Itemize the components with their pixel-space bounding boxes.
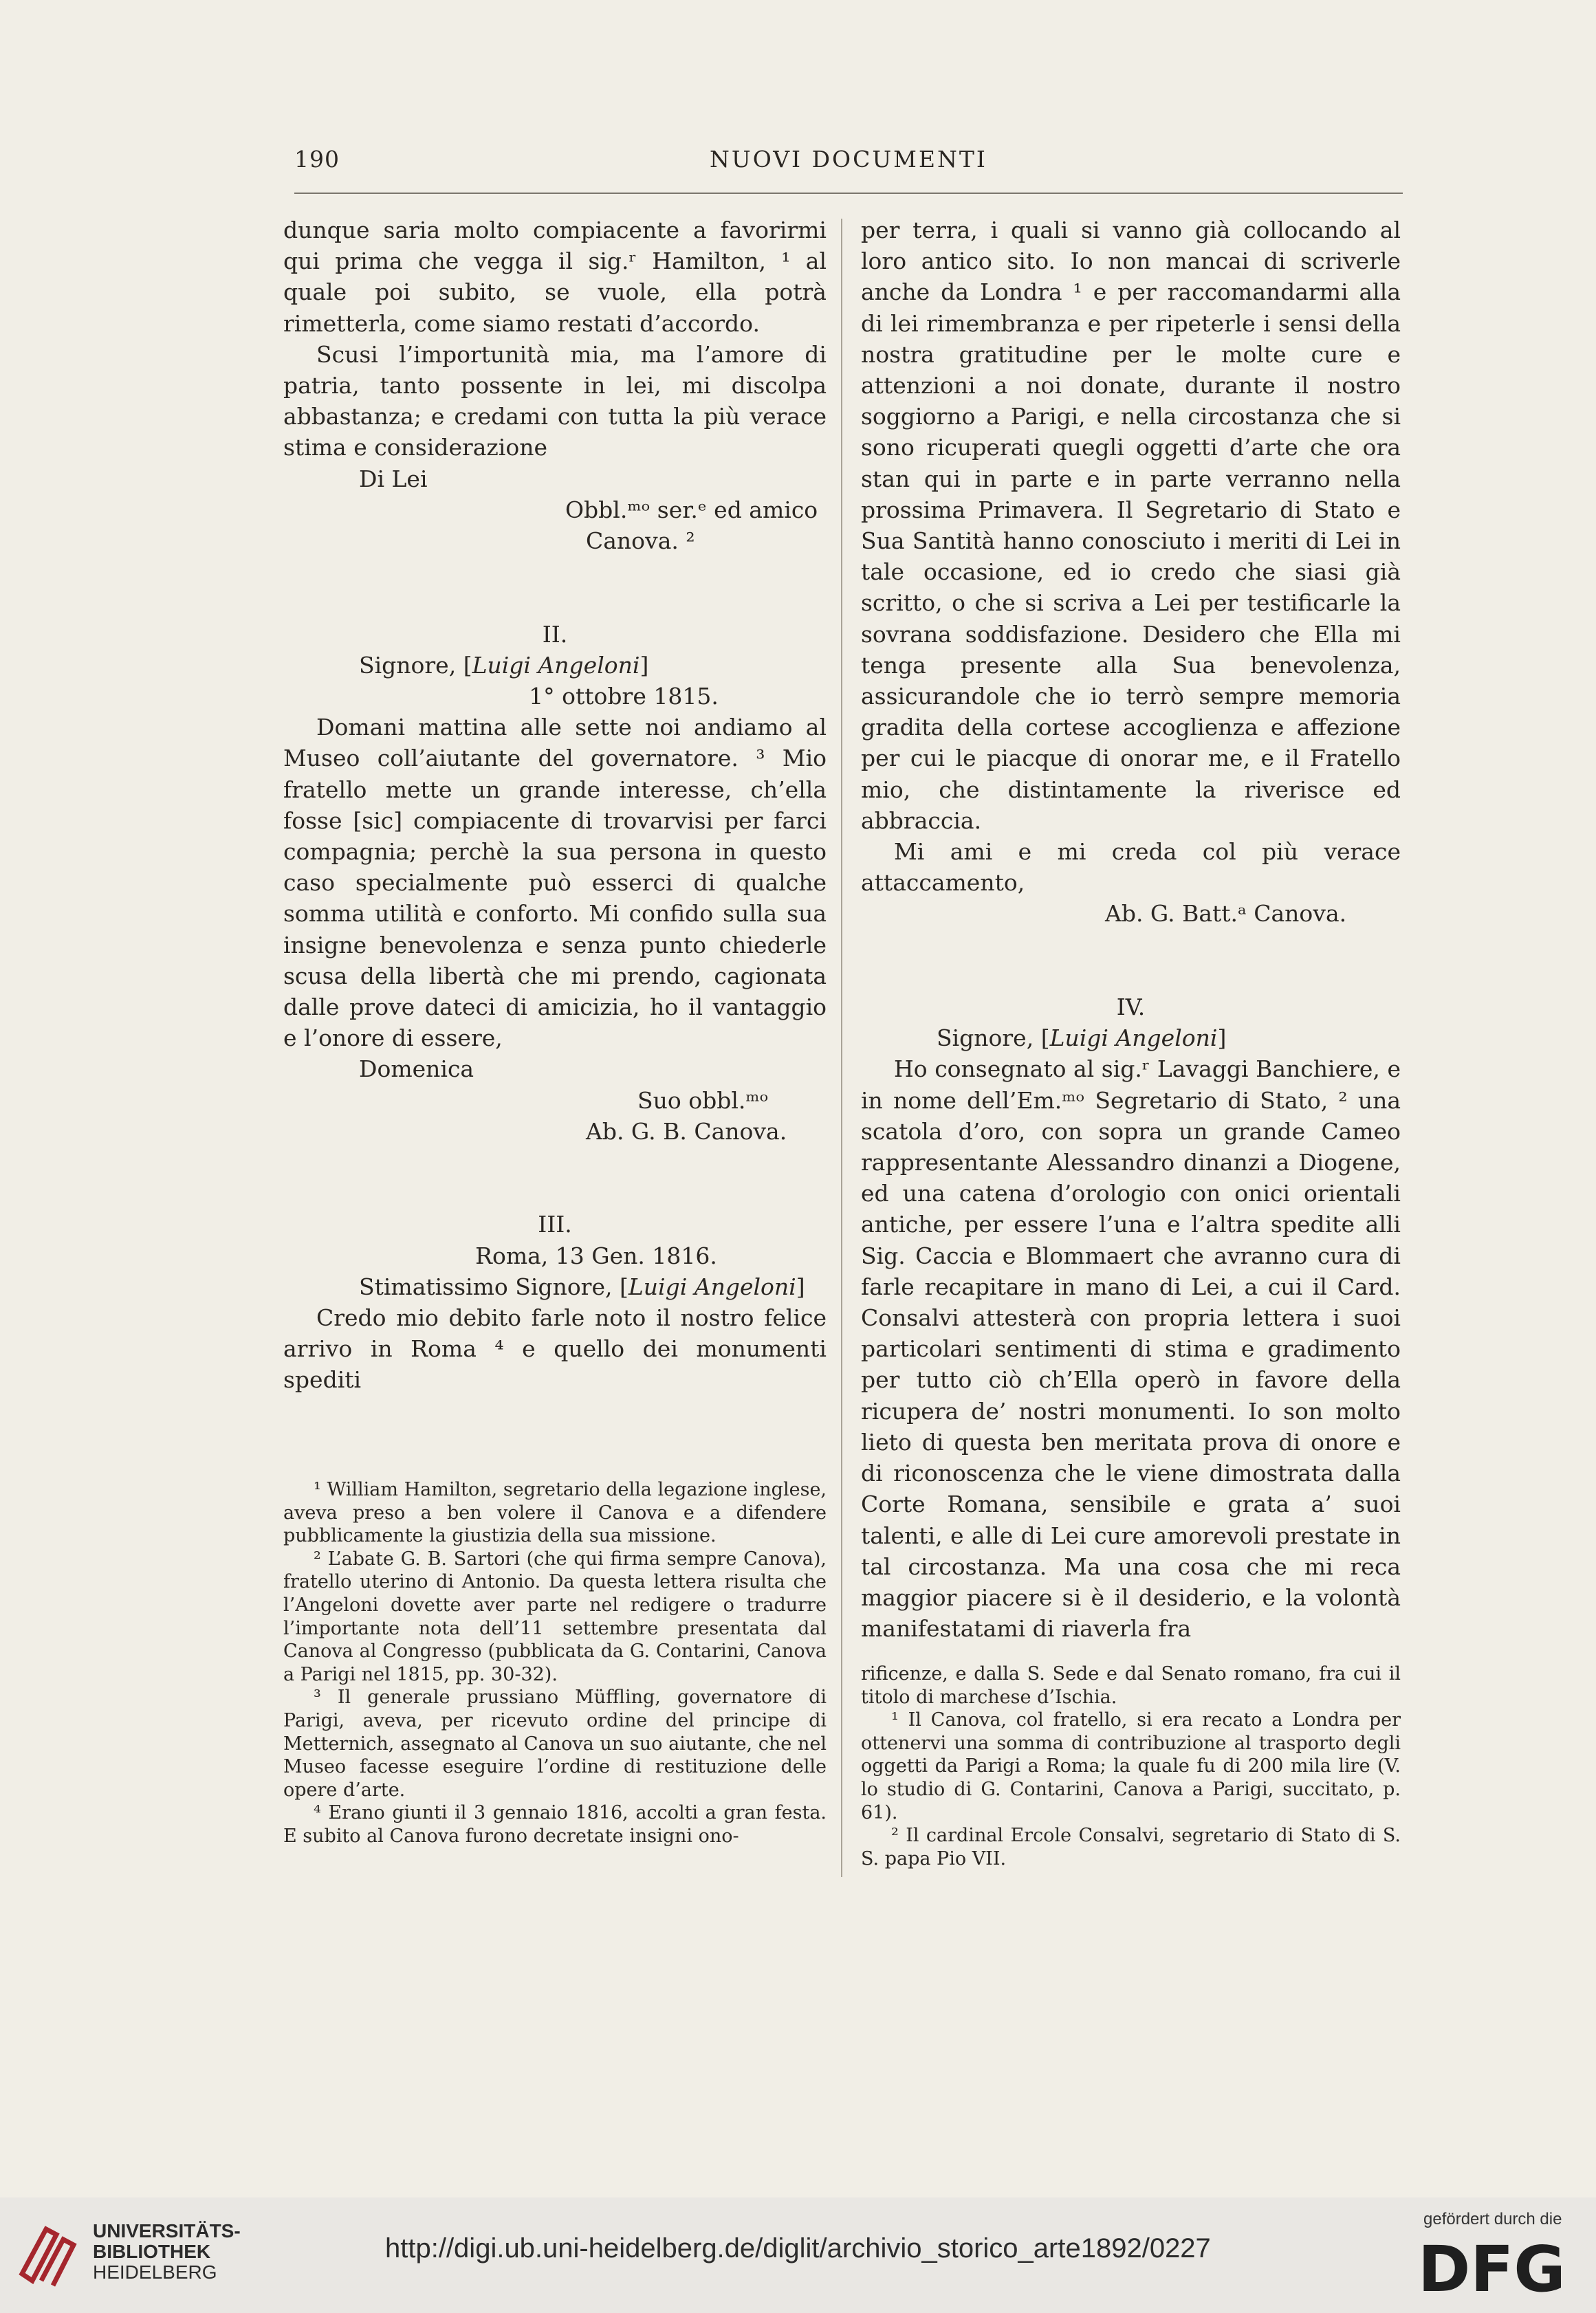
footnote-3: ³ Il generale prussiano Müffling, governatore di Parigi, aveva, per ricevuto ordine del principe di Metternich, assegnato al Canova un suo aiutante, che nel Museo facesse eseguire l’ordine di restituzione delle opere d’arte. (283, 1687, 827, 1801)
section-2-date: 1° ottobre 1815. (529, 683, 719, 710)
svg-text:DFG: DFG (1418, 2237, 1566, 2299)
section-4-number: IV. (1116, 994, 1146, 1021)
header-rule (294, 193, 1403, 194)
section-4-body: Ho consegnato al sig.ʳ Lavaggi Banchiere, e in nome dell’Em.ᵐᵒ Segretario di Stato, ² una scatola d’oro, con sopra un grande Cameo rappresentante Alessandro dinanzi a Diogene, ed una catena d’orologio con onici orientali antiche, per essere l’una e l’altra spedite alli Sig. Caccia e Blommaert che avranno cura di farle recapitare in mano di Lei, a cui il Card. Consalvi attesterà con propria lettera i suoi particolari sentimenti di stima e gradimento per tutto ciò ch’Ella operò in favore della ricupera de’ nostri monumenti. Io son molto lieto di questa ben meritata prova di onore e di riconoscenza che le viene dimostrata dalla Corte Romana, sensibile e grata a’ suoi talenti, e alle di Lei cure amorevoli prestate in tal circostanza. Ma una cosa che mi reca maggior piacere si è il desiderio, e la volontà manifestatami di riaverla fra (861, 1055, 1401, 1643)
section-3-address: Stimatissimo Signore, [Luigi Angeloni] (359, 1273, 805, 1300)
viewer-footer (0, 2197, 1596, 2313)
column-divider (841, 219, 842, 1877)
running-head (294, 146, 1403, 187)
left-column (283, 215, 827, 1396)
right-footnotes (861, 1663, 1401, 1870)
right-paragraph-2: Mi ami e mi creda col più verace attaccamento, (861, 838, 1401, 897)
library-name: UNIVERSITÄTS- BIBLIOTHEK HEIDELBERG (93, 2220, 241, 2283)
closing-di-lei: Di Lei (359, 465, 428, 492)
footnote-2: ² L’abate G. B. Sartori (che qui firma sempre Canova), fratello uterino di Antonio. Da questa lettera risulta che l’Angeloni dovette aver parte nel redigere o tradurre l’importante nota dell’11 settembre presentata dal Canova al Congresso (pubblicata da G. Contarini, Canova a Parigi nel 1815, pp. 30-32). (283, 1548, 827, 1685)
dfg-logo-icon (1418, 2237, 1576, 2299)
section-3-number: III. (538, 1211, 572, 1238)
left-paragraph-2: Scusi l’importunità mia, ma l’amore di patria, tanto possente in lei, mi discolpa abbastanza; e credami con tutta la più verace stima e considerazione (283, 340, 827, 461)
section-2-domenica: Domenica (359, 1055, 474, 1083)
footnote-1: ¹ William Hamilton, segretario della legazione inglese, aveva preso a ben volere il Canova e a difendere pubblicamente la giustizia della sua missione. (283, 1479, 827, 1547)
left-footnotes (283, 1478, 827, 1848)
section-4-address: Signore, [Luigi Angeloni] (937, 1024, 1227, 1052)
section-2-address: Signore, [Luigi Angeloni] (359, 651, 649, 679)
left-paragraph-1: dunque saria molto compiacente a favorirmi qui prima che vegga il sig.ʳ Hamilton, ¹ al quale poi subito, se vuole, ella potrà rimetterla, come siamo restati d’accordo. (283, 217, 827, 337)
permalink-url[interactable]: http://digi.ub.uni-heidelberg.de/diglit/archivio_storico_arte1892/0227 (385, 2233, 1211, 2263)
footnote-r1: ¹ Il Canova, col fratello, si era recato a Londra per ottenervi una somma di contribuzione al trasporto degli oggetti da Parigi a Roma; la quale fu di 200 mila lire (V. lo studio di G. Contarini, Canova a Parigi, succitato, p. 61). (861, 1709, 1401, 1823)
section-2-number: II. (542, 620, 568, 648)
right-column (861, 215, 1401, 1644)
footnote-4: ⁴ Erano giunti il 3 gennaio 1816, accolti a gran festa. E subito al Canova furono decretate insigni ono- (283, 1802, 827, 1847)
library-logo-icon (15, 2215, 84, 2291)
section-3-date: Roma, 13 Gen. 1816. (475, 1242, 717, 1269)
footnote-continuation: rificenze, e dalla S. Sede e dal Senato romano, fra cui il titolo di marchese d’Ischia. (861, 1663, 1401, 1708)
closing-canova: Canova. ² (586, 527, 695, 555)
running-title: NUOVI DOCUMENTI (710, 146, 987, 173)
footnote-r2: ² Il cardinal Ercole Consalvi, segretario di Stato di S. S. papa Pio VII. (861, 1825, 1401, 1870)
section-3-body: Credo mio debito farle noto il nostro felice arrivo in Roma ⁴ e quello dei monumenti spediti (283, 1304, 827, 1394)
right-paragraph-1: per terra, i quali si vanno già collocando al loro antico sito. Io non mancai di scriverle anche da Londra ¹ e per raccomandarmi alla di lei rimembranza e per ripeterle i sensi della nostra gratitudine per le molte cure e attenzioni a noi donate, durante il nostro soggiorno a Parigi, e nella circostanza che si sono ricuperati quegli oggetti d’arte che ora stan qui in parte e in parte verranno nella prossima Primavera. Il Segretario di Stato e Sua Santità hanno conosciuto i meriti di Lei in tale occasione, ed io credo che siasi già scritto, o che si scriva a Lei per testificarle la sovrana soddisfazione. Desidero che Ella mi tenga presente alla Sua benevolenza, assicurandole che io terrò sempre memoria gradita della cortese accoglienza e affezione per cui le piacque di onorar me, e il Fratello mio, che distintamente la riverisce ed abbraccia. (861, 217, 1401, 834)
section-2-suo: Suo obbl.ᵐᵒ (637, 1086, 769, 1114)
right-signature: Ab. G. Batt.ᵃ Canova. (1105, 900, 1347, 928)
closing-obbl: Obbl.ᵐᵒ ser.ᵉ ed amico (565, 496, 818, 523)
page-number: 190 (294, 146, 340, 173)
section-2-body: Domani mattina alle sette noi andiamo al Museo coll’aiutante del governatore. ³ Mio fratello mette un grande interesse, ch’ella fosse [sic] compiacente di trovarvisi per farci compagnia; perchè la sua persona in questo caso specialmente può esserci di qualche somma utilità e conforto. Mi confido sulla sua insigne benevolenza e senza punto chiederle scusa della libertà che mi prendo, cagionata dalle prove dateci di amicizia, ho il vantaggio e l’onore di essere, (283, 714, 827, 1052)
section-2-signature: Ab. G. B. Canova. (586, 1117, 787, 1145)
funding-note: gefördert durch die (1423, 2210, 1562, 2228)
